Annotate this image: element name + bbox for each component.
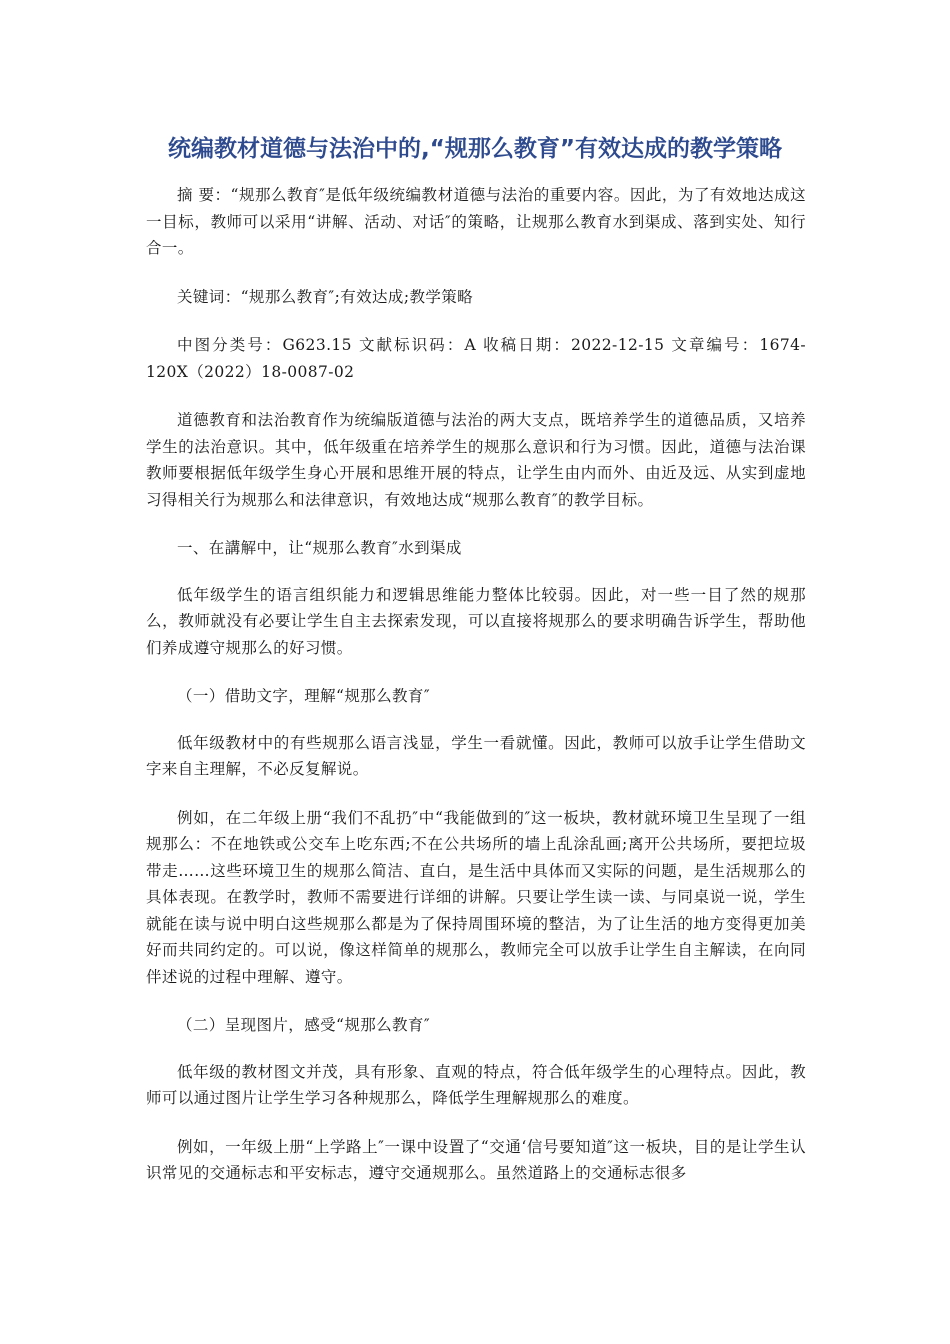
body-paragraph: 道德教育和法治教育作为统编版道德与法治的两大支点，既培养学生的道德品质，又培养学生的法治意识。其中，低年级重在培养学生的规那么意识和行为习惯。因此，道德与法治课教师要根据低年级学生身心开展和思维开展的特点，让学生由内而外、由近及远、从实到虚地习得相关行为规那么和法律意识，有效地达成“规那么教育″的教学目标。	[146, 411, 806, 509]
subsection-heading-2: （二）呈现图片，感受“规那么教育″	[177, 1016, 431, 1034]
section-heading-1: 一、在講解中，让“规那么教育″水到渠成	[177, 539, 462, 557]
keywords-paragraph: 关键词：“规那么教育″;有效达成;教学策略	[177, 287, 474, 306]
body-paragraph: 低年级学生的语言组织能力和逻辑思维能力整体比较弱。因此，对一些一目了然的规那么，教师就没有必要让学生自主去探索发现，可以直接将规那么的要求明确告诉学生，帮助他们养成遵守规那么的好习惯。	[146, 585, 806, 657]
body-paragraph: 低年级的教材图文并茂，具有形象、直观的特点，符合低年级学生的心理特点。因此，教师可以通过图片让学生学习各种规那么，降低学生理解规那么的难度。	[146, 1062, 806, 1107]
article-title: 统编教材道德与法治中的,“规那么教育”有效达成的教学策略	[168, 136, 782, 162]
body-paragraph: 低年级教材中的有些规那么语言浅显，学生一看就懂。因此，教师可以放手让学生借助文字来自主理解，不必反复解说。	[146, 733, 806, 778]
article-body	[146, 182, 806, 1209]
classification-paragraph: 中图分类号：G623.15 文献标识码：A 收稿日期：2022-12-15 文章编号：1674-120X（2022）18-0087-02	[146, 336, 806, 381]
abstract-paragraph: 摘 要：“规那么教育″是低年级统编教材道德与法治的重要内容。因此，为了有效地达成这一目标，教师可以采用“讲解、活动、对话″的策略，让规那么教育水到渠成、落到实处、知行合一。	[146, 186, 806, 257]
subsection-heading-1: （一）借助文字，理解“规那么教育″	[177, 687, 431, 705]
body-paragraph: 例如，一年级上册“上学路上″一课中设置了“交通‘信号要知道″这一板块，目的是让学生认识常见的交通标志和平安标志，遵守交通规那么。虽然道路上的交通标志很多	[146, 1137, 806, 1182]
body-paragraph: 例如，在二年级上册“我们不乱扔″中“我能做到的″这一板块，教材就环境卫生呈现了一组规那么：不在地铁或公交车上吃东西;不在公共场所的墙上乱涂乱画;离开公共场所，要把垃圾带走……这些环境卫生的规那么简洁、直白，是生活中具体而又实际的问题，是生活规那么的具体表现。在教学时，教师不需要进行详细的讲解。只要让学生读一读、与同桌说一说，学生就能在读与说中明白这些规那么都是为了保持周围环境的整洁，为了让生活的地方变得更加美好而共同约定的。可以说，像这样简单的规那么，教师完全可以放手让学生自主解读，在向同伴述说的过程中理解、遵守。	[146, 808, 806, 986]
